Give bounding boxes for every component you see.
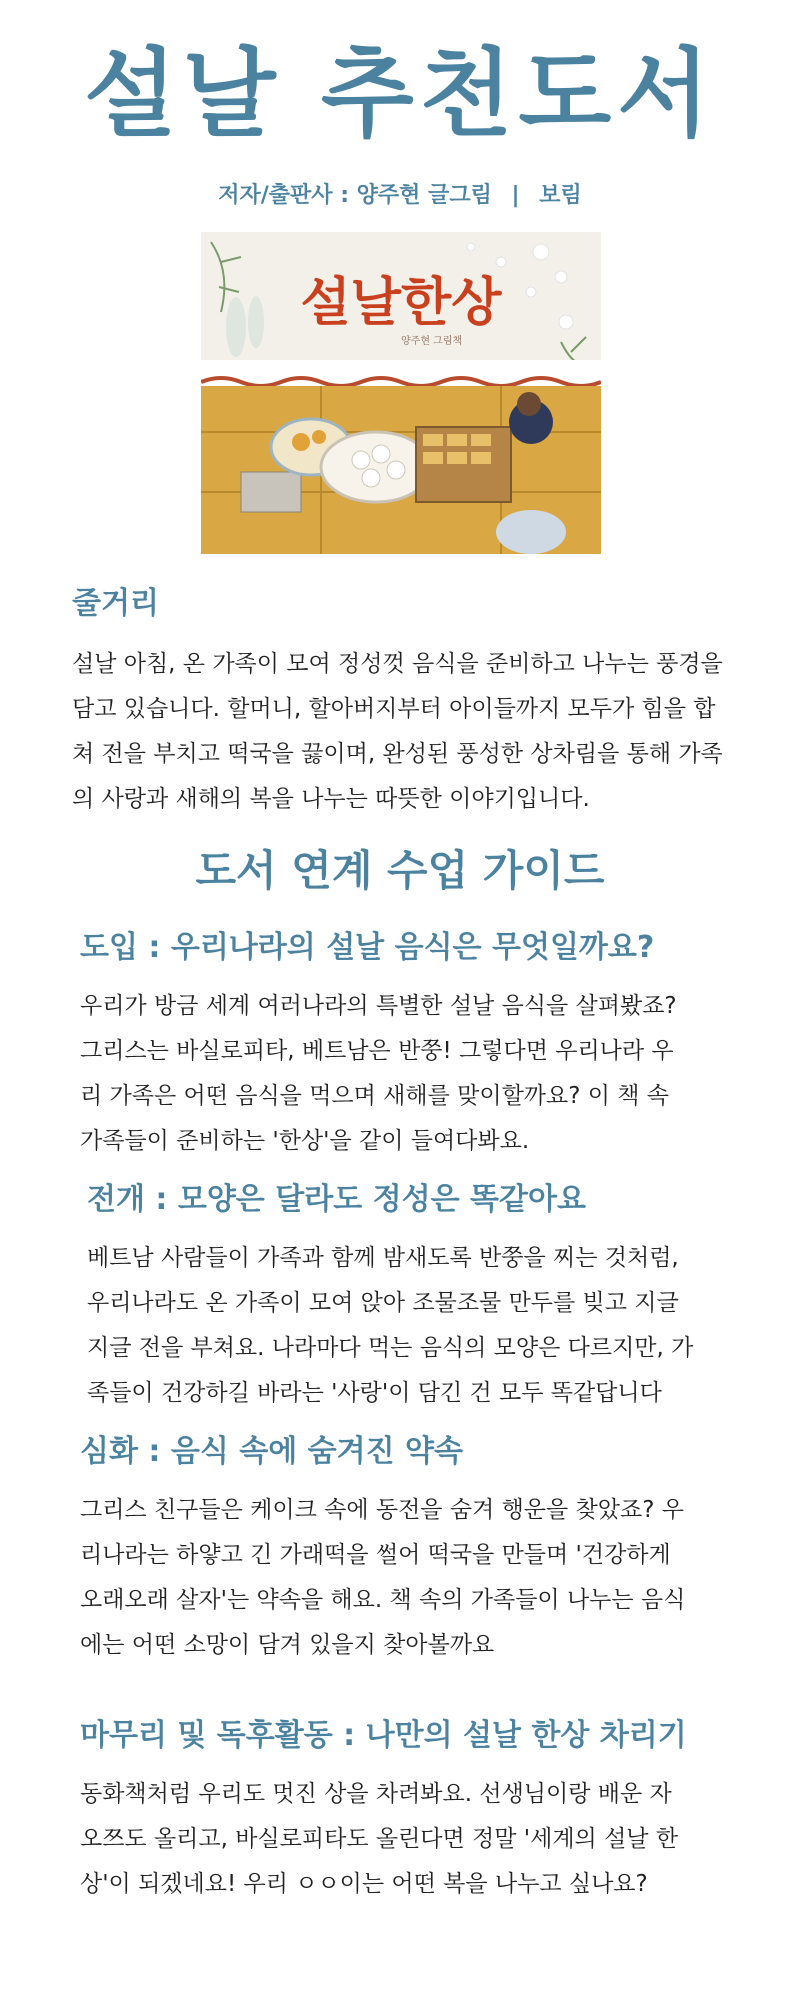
cover-title: 설날한상 xyxy=(300,273,502,333)
meta-label: 저자/출판사 : xyxy=(218,183,349,208)
deepening-heading: 심화 : 음식 속에 숨겨진 약속 xyxy=(80,1434,463,1469)
book-meta xyxy=(0,178,800,209)
meta-separator: | xyxy=(511,183,520,208)
synopsis-text: 설날 아침, 온 가족이 모여 정성껏 음식을 준비하고 나누는 풍경을 담고 있습니다. 할머니, 할아버지부터 아이들까지 모두가 힘을 합쳐 전을 부치고 떡국을 끓이며, 완성된 풍성한 상차림을 통해 가족의 사랑과 새해의 복을 나누는 따뜻한 이야기입니다. xyxy=(72,651,723,812)
meta-author: 양주현 글그림 xyxy=(356,183,492,208)
deepening-text: 그리스 친구들은 케이크 속에 동전을 숨겨 행운을 찾았죠? 우리나라는 하얗고 긴 가래떡을 썰어 떡국을 만들며 '건강하게 오래오래 살자'는 약속을 해요. 책 속의 가족들이 나누는 음식에는 어떤 소망이 담겨 있을지 찾아볼까요 xyxy=(80,1497,686,1658)
page-title: 설날 추천도서 xyxy=(84,38,716,150)
intro-text: 우리가 방금 세계 여러나라의 특별한 설날 음식을 살펴봤죠? 그리스는 바실로피타, 베트남은 반쭝! 그렇다면 우리나라 우리 가족은 어떤 음식을 먹으며 새해를 맞이할까요? 이 책 속 가족들이 준비하는 '한상'을 같이 들여다봐요. xyxy=(80,993,677,1154)
development-text: 베트남 사람들이 가족과 함께 밤새도록 반쭝을 찌는 것처럼, 우리나라도 온 가족이 모여 앉아 조물조물 만두를 빚고 지글지글 전을 부쳐요. 나라마다 먹는 음식의 모양은 다르지만, 가족들이 건강하길 바라는 '사랑'이 담긴 건 모두 똑같답니다 xyxy=(87,1245,694,1406)
closing-heading: 마무리 및 독후활동 : 나만의 설날 한상 차리기 xyxy=(80,1718,687,1753)
cover-author: 양주현 그림책 xyxy=(401,336,463,347)
synopsis-heading: 줄거리 xyxy=(72,586,159,621)
book-cover-image xyxy=(201,232,601,554)
closing-text: 동화책처럼 우리도 멋진 상을 차려봐요. 선생님이랑 배운 자오쯔도 올리고, 바실로피타도 올린다면 정말 '세계의 설날 한상'이 되겠네요! 우리 ㅇㅇ이는 어떤 복을 나누고 싶나요? xyxy=(80,1781,679,1897)
intro-heading: 도입 : 우리나라의 설날 음식은 무엇일까요? xyxy=(80,930,655,965)
development-heading: 전개 : 모양은 달라도 정성은 똑같아요 xyxy=(87,1182,586,1217)
guide-heading: 도서 연계 수업 가이드 xyxy=(195,846,605,895)
meta-publisher: 보림 xyxy=(539,183,582,208)
